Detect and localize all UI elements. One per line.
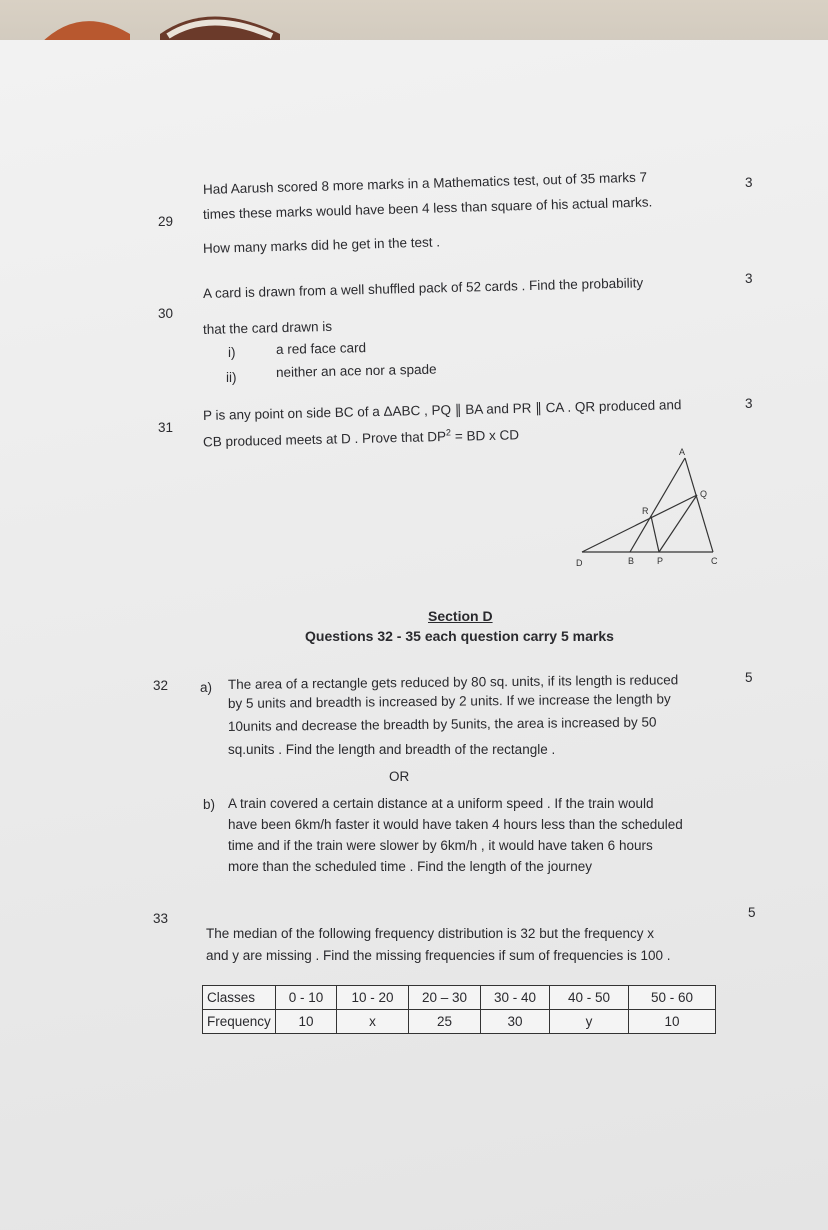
label-q: Q xyxy=(700,489,708,499)
table-cell: 10 xyxy=(629,1010,716,1034)
question-marks: 3 xyxy=(745,175,753,190)
question-text-line: The median of the following frequency distribution is 32 but the frequency x xyxy=(206,926,655,941)
label-p: P xyxy=(657,556,664,566)
table-cell: 10 - 20 xyxy=(337,986,409,1010)
label-a: A xyxy=(679,447,686,457)
table-cell: 30 xyxy=(481,1010,550,1034)
part-label: b) xyxy=(203,797,216,812)
table-cell: 0 - 10 xyxy=(276,986,337,1010)
line-pq xyxy=(659,495,697,552)
question-text-line: The area of a rectangle gets reduced by 80 sq. units, if its length is reduced xyxy=(227,672,679,692)
question-number: 31 xyxy=(158,420,174,435)
superscript: 2 xyxy=(445,427,452,438)
question-text-line: times these marks would have been 4 less than square of his actual marks. xyxy=(202,194,653,222)
text-segment: = BD x CD xyxy=(450,427,520,444)
option-label: i) xyxy=(228,345,236,360)
label-b: B xyxy=(628,556,635,566)
table-cell: 20 – 30 xyxy=(409,986,481,1010)
text-segment: CB produced meets at D . Prove that DP xyxy=(202,428,447,450)
table-cell: 25 xyxy=(409,1010,481,1034)
question-text-line: Had Aarush scored 8 more marks in a Mathematics test, out of 35 marks 7 xyxy=(202,169,648,197)
option-text: neither an ace nor a spade xyxy=(275,361,437,380)
table-cell: 40 - 50 xyxy=(550,986,629,1010)
part-label: a) xyxy=(200,680,213,695)
section-subtitle: Questions 32 - 35 each question carry 5 marks xyxy=(305,628,614,644)
question-marks: 3 xyxy=(745,271,753,286)
table-row xyxy=(203,1010,716,1034)
question-text-line: sq.units . Find the length and breadth of the rectangle . xyxy=(228,742,556,757)
section-title: Section D xyxy=(428,608,493,624)
question-text-line: How many marks did he get in the test . xyxy=(202,234,441,256)
table-cell: 10 xyxy=(276,1010,337,1034)
label-d: D xyxy=(576,558,583,568)
frequency-table xyxy=(202,985,716,1034)
question-text-line: P is any point on side BC of a ΔABC , PQ ∥ BA and PR ∥ CA . QR produced and xyxy=(202,397,682,423)
table-cell: 50 - 60 xyxy=(629,986,716,1010)
question-text-line: that the card drawn is xyxy=(202,318,333,337)
option-text: a red face card xyxy=(275,340,367,357)
table-header-cell: Classes xyxy=(203,986,276,1010)
question-marks: 3 xyxy=(745,396,753,411)
line-dq xyxy=(582,495,697,552)
line-ac xyxy=(685,458,713,552)
question-marks: 5 xyxy=(748,905,756,920)
option-label: ii) xyxy=(226,370,237,385)
question-text-line: more than the scheduled time . Find the length of the journey xyxy=(228,859,592,874)
or-separator: OR xyxy=(389,769,410,784)
question-text-line: have been 6km/h faster it would have taken 4 hours less than the scheduled xyxy=(228,817,683,832)
line-pr xyxy=(651,516,659,552)
label-r: R xyxy=(642,506,649,516)
question-text-line: time and if the train were slower by 6km/h , it would have taken 6 hours xyxy=(228,838,653,853)
triangle-figure xyxy=(570,440,730,570)
table-cell: 30 - 40 xyxy=(481,986,550,1010)
question-text-line: by 5 units and breadth is increased by 2 units. If we increase the length by xyxy=(227,691,671,711)
question-text-line: 10units and decrease the breadth by 5units, the area is increased by 50 xyxy=(227,714,657,734)
table-cell: x xyxy=(337,1010,409,1034)
question-number: 33 xyxy=(153,911,169,926)
table-header-cell: Frequency xyxy=(203,1010,276,1034)
table-row xyxy=(203,986,716,1010)
question-number: 30 xyxy=(158,306,174,321)
question-text-line: and y are missing . Find the missing frequencies if sum of frequencies is 100 . xyxy=(206,948,671,963)
table-cell: y xyxy=(550,1010,629,1034)
question-text-line: A card is drawn from a well shuffled pack of 52 cards . Find the probability xyxy=(202,275,644,301)
question-marks: 5 xyxy=(745,670,753,685)
label-c: C xyxy=(711,556,718,566)
question-number: 32 xyxy=(153,678,169,693)
question-text-line: A train covered a certain distance at a uniform speed . If the train would xyxy=(228,796,654,811)
question-number: 29 xyxy=(158,214,174,229)
